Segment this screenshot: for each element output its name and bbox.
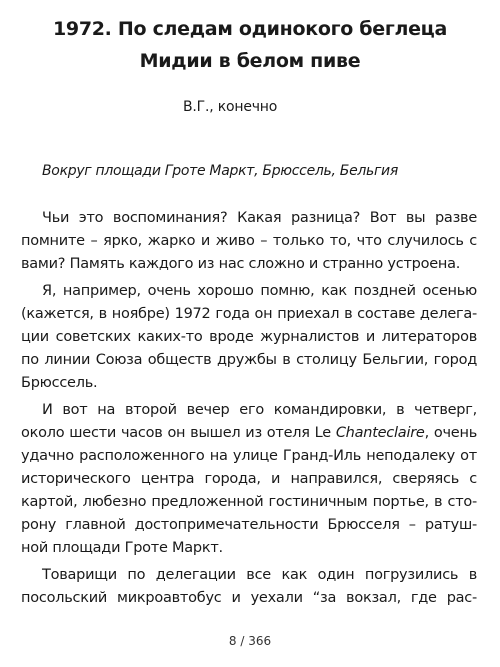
text-line: посольский микроавтобус и уехали “за вокзал, где рас- <box>21 590 477 606</box>
text-line: вами? Память каждого из нас сложно и странно устроена. <box>21 256 461 272</box>
text-line: (кажется, в ноябре) 1972 года он приехал в составе делега- <box>21 306 477 322</box>
text-line: Брюссель. <box>21 375 98 391</box>
text-line: рону главной достопримечательности Брюсселя – ратуш- <box>21 517 477 533</box>
text-line: ции советских каких-то вроде журналистов и литераторов <box>21 329 477 345</box>
text-line: по линии Союза обществ дружбы в столицу Бельгии, город <box>21 352 477 368</box>
text-line: Я, например, очень хорошо помню, как поздней осенью <box>42 283 477 299</box>
text-line: Чьи это воспоминания? Какая разница? Вот вы разве <box>42 210 477 226</box>
chapter-body <box>21 207 477 610</box>
hotel-name-italic: Chanteclaire <box>335 425 425 441</box>
chapter-title-line-1: 1972. По следам одинокого беглеца <box>53 18 447 40</box>
text-line: помните – ярко, жарко и живо – только то, что случилось с <box>21 233 477 249</box>
text-line: около шести часов он вышел из отеля Le Chanteclaire, очень <box>21 425 477 441</box>
text-line: ной площади Гроте Маркт. <box>21 540 223 556</box>
text-line: исторического центра города, и направился, сверяясь с <box>21 471 477 487</box>
page-indicator: 8 / 366 <box>228 634 272 648</box>
chapter-title-line-2: Мидии в белом пиве <box>139 50 361 72</box>
chapter-location: Вокруг площади Гроте Маркт, Брюссель, Бельгия <box>42 163 398 179</box>
text-line: Товарищи по делегации все как один погрузились в <box>42 567 477 583</box>
chapter-author: В.Г., конечно <box>183 99 278 115</box>
text-line: И вот на второй вечер его командировки, в четверг, <box>42 402 477 418</box>
text-line: картой, любезно предложенной гостиничным портье, в сто- <box>21 494 477 510</box>
text-line: удачно расположенного на улице Гранд-Иль неподалеку от <box>21 448 477 464</box>
